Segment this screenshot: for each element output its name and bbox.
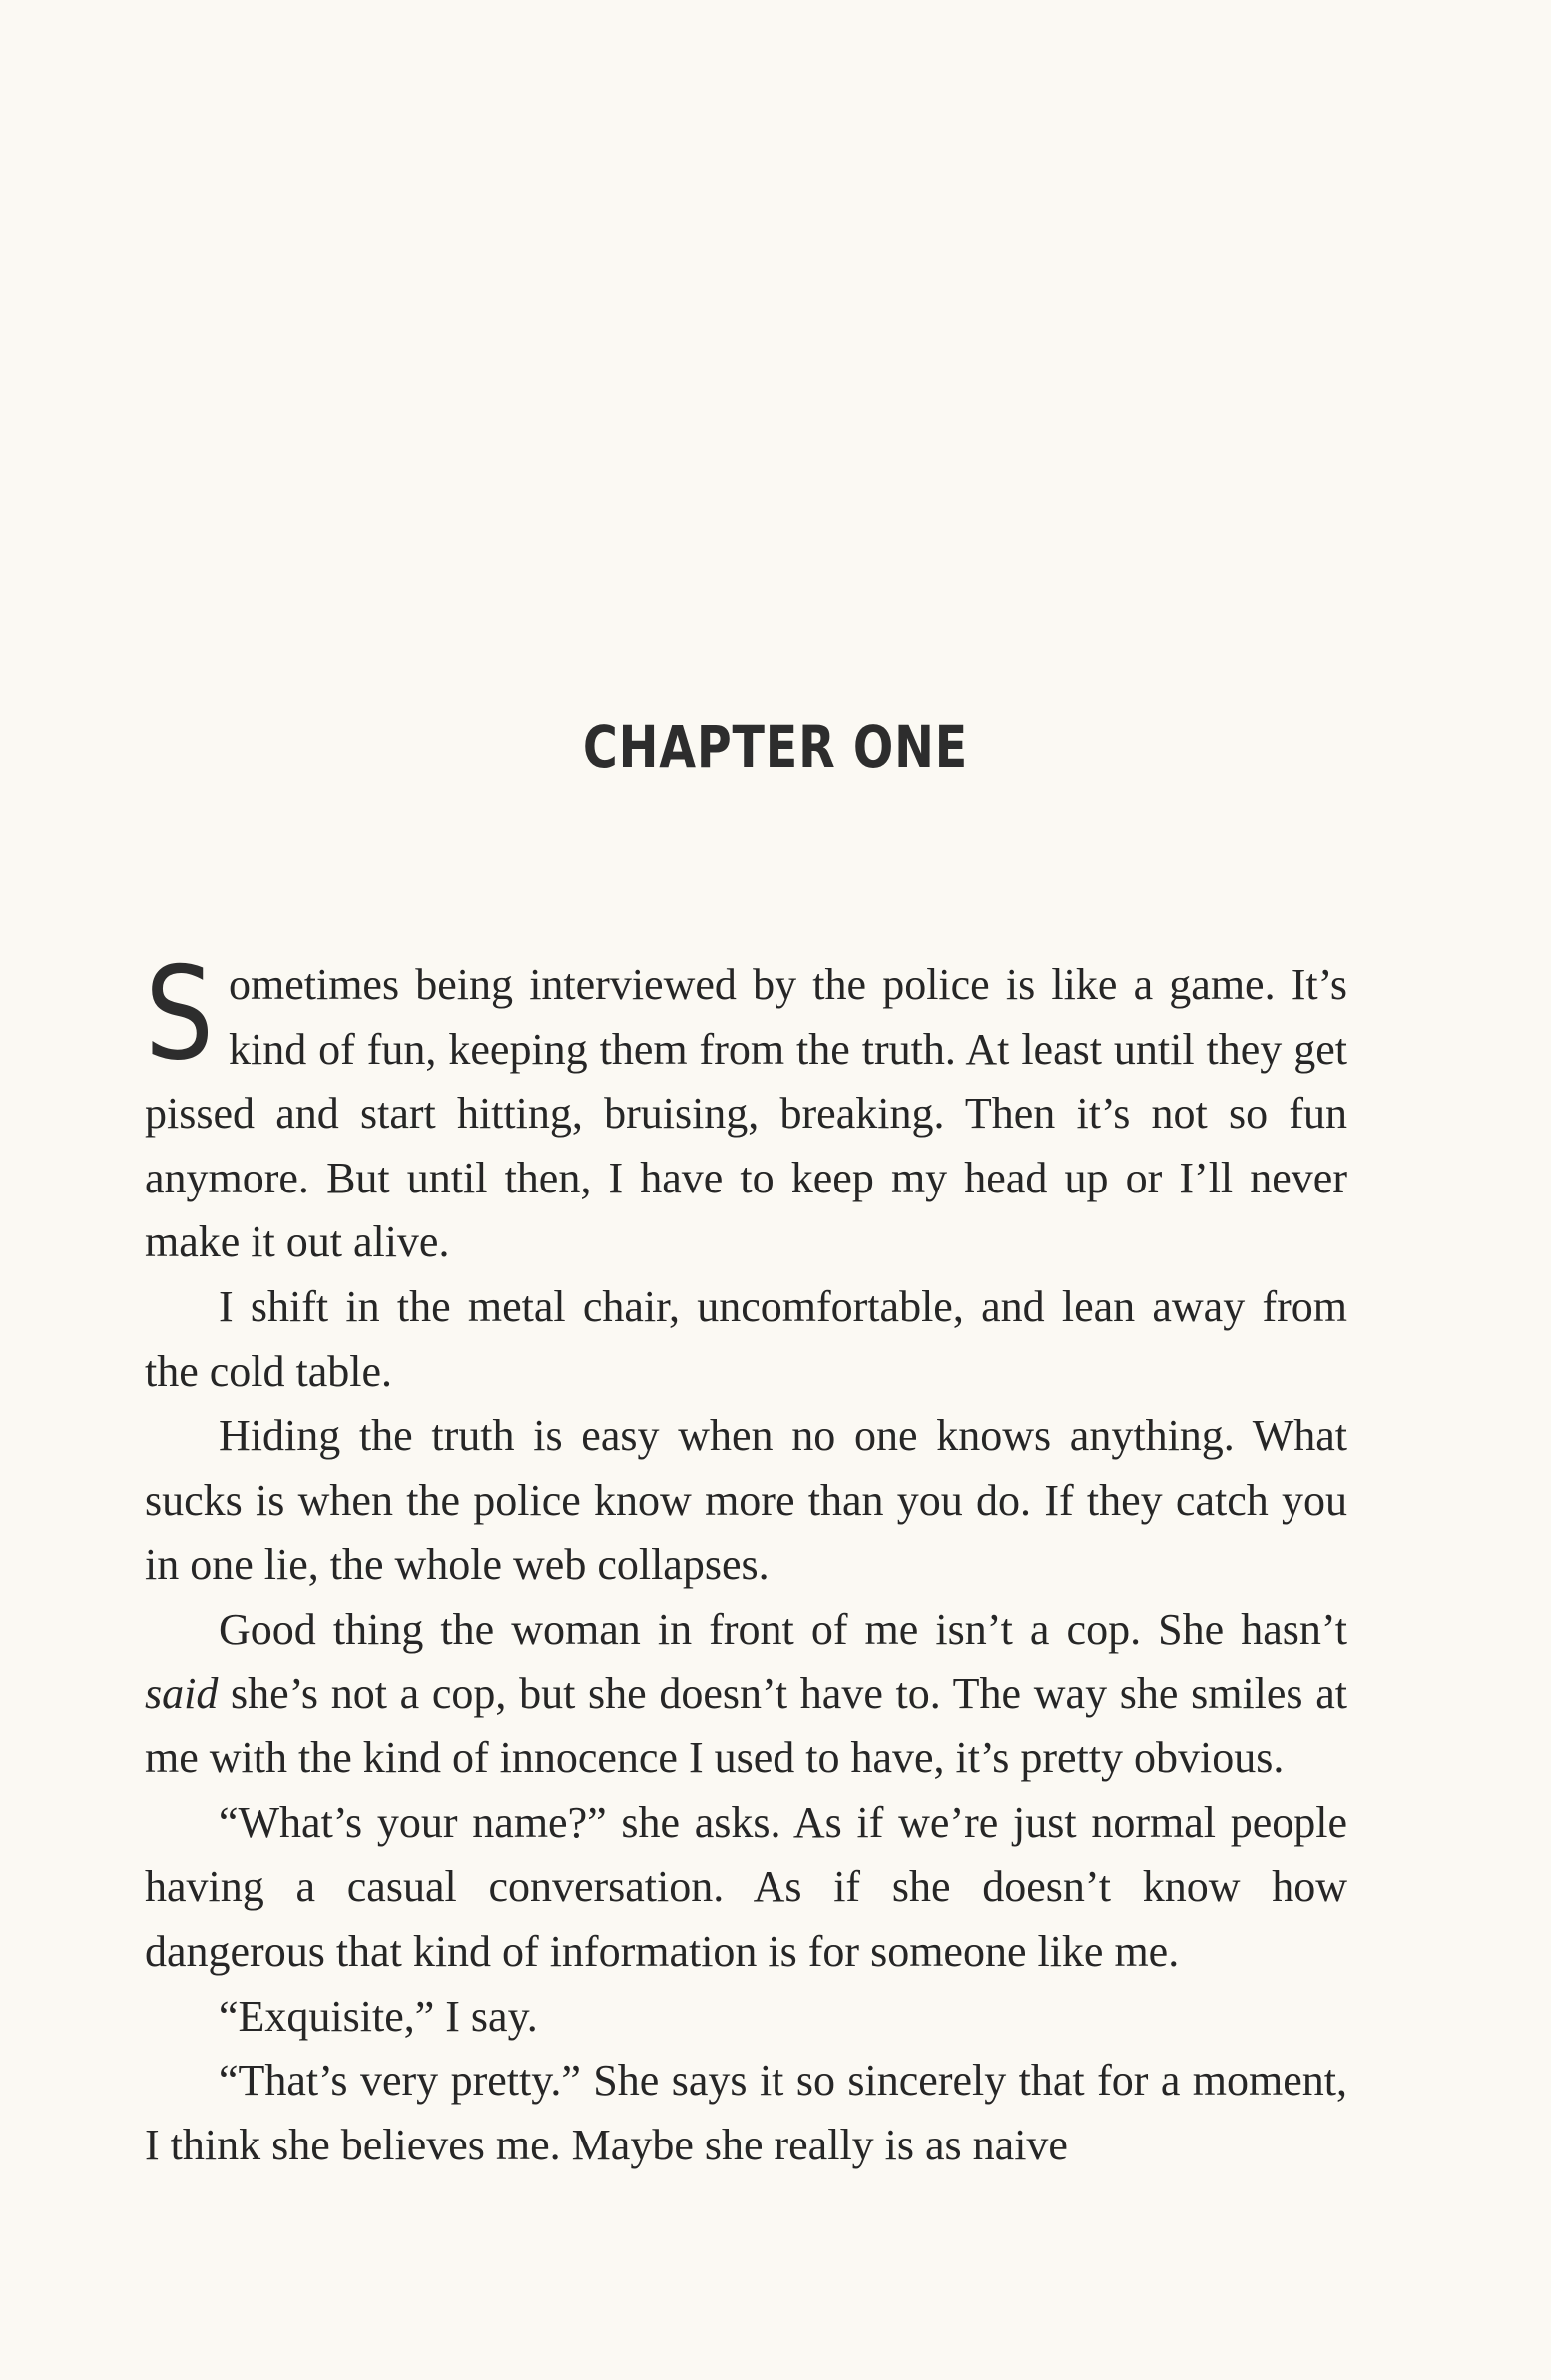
- paragraph-6: “Exquisite,” I say.: [219, 1991, 538, 2041]
- paragraph-3: Hiding the truth is easy when no one knows anything. What sucks is when the police know more than you do. If they catch you in one lie, the whole web collapses.: [145, 1411, 1347, 1590]
- paragraph-4-post: she’s not a cop, but she doesn’t have to. The way she smiles at me with the kind of innocence I used to have, it’s pretty obvious.: [145, 1668, 1347, 1783]
- paragraph-5: “What’s your name?” she asks. As if we’re just normal people having a casual conversation. As if she doesn’t know how dangerous that kind of information is for someone like me.: [145, 1797, 1347, 1976]
- body-text: [145, 940, 1347, 2177]
- paragraph-7: “That’s very pretty.” She says it so sincerely that for a moment, I think she believes me. Maybe she really is as naive: [145, 2056, 1347, 2169]
- paragraph-1-text: ometimes being interviewed by the police is like a game. It’s kind of fun, keeping them from the truth. At least until they get pissed and start hitting, bruising, breaking. Then it’s not so fun anymore. But until then, I have to keep my head up or I’ll never make it out alive.: [145, 960, 1347, 1267]
- paragraph-4-emphasis: said: [145, 1668, 219, 1718]
- paragraph-1: [145, 940, 1347, 1275]
- drop-cap: S: [145, 940, 215, 1089]
- chapter-title: CHAPTER ONE: [582, 714, 969, 781]
- paragraph-4: [145, 1598, 1347, 1791]
- paragraph-2: I shift in the metal chair, uncomfortable, and lean away from the cold table.: [145, 1281, 1347, 1396]
- paragraph-4-pre: Good thing the woman in front of me isn’t a cop. She hasn’t: [219, 1604, 1347, 1654]
